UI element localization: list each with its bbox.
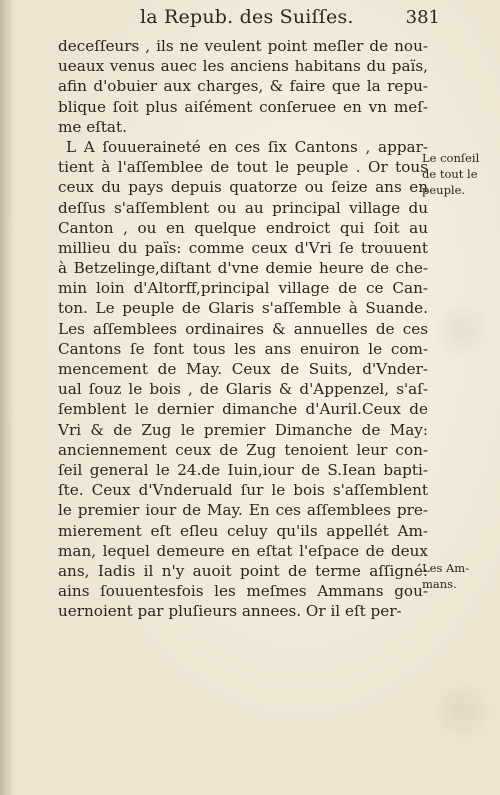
text-line: blique ſoit plus aiſément conſeruee en vn meſ- bbox=[58, 97, 428, 116]
margin-note-line: peuple. bbox=[422, 183, 466, 197]
text-line: anciennement ceux de Zug tenoient leur con- bbox=[58, 440, 428, 459]
text-line: ton. Le peuple de Glaris s'aſſemble à Suande. bbox=[58, 299, 428, 318]
text-line: ual ſouz le bois , de Glaris & d'Appenzel, s'aſ- bbox=[58, 380, 428, 399]
text-line: ceux du pays depuis quatorze ou ſeize ans en bbox=[58, 178, 428, 197]
text-line: Cantons ſe font tous les ans enuiron le com- bbox=[58, 339, 428, 358]
margin-note-line: de tout le bbox=[422, 167, 478, 181]
margin-note-line: Le conſeil bbox=[422, 151, 480, 165]
text-line: man, lequel demeure en eſtat l'eſpace de deux bbox=[58, 541, 428, 560]
text-line: ſte. Ceux d'Vnderuald ſur le bois s'aſſemblent bbox=[58, 481, 428, 500]
text-line: mierement eſt eſleu celuy qu'ils appellét Am- bbox=[58, 521, 428, 540]
text-line: tient à l'aſſemblee de tout le peuple . Or tous bbox=[58, 158, 428, 177]
text-line: deceſſeurs , ils ne veulent point meſler de nou- bbox=[58, 37, 428, 55]
text-line: ueaux venus auec les anciens habitans du païs, bbox=[58, 57, 428, 76]
margin-note-line: mans. bbox=[422, 577, 457, 591]
margin-note-line: Les Am- bbox=[422, 561, 470, 575]
text-line: uernoient par pluſieurs annees. Or il eſt per- bbox=[58, 602, 402, 621]
ink-bleed-through bbox=[432, 680, 492, 740]
text-line: ſeil general le 24.de Iuin,iour de S.Iean bapti- bbox=[58, 460, 428, 479]
gutter-shadow bbox=[0, 0, 14, 795]
running-title: la Repub. des Suiſſes. bbox=[140, 6, 354, 28]
text-line: deſſus s'aſſemblent ou au principal village du bbox=[58, 198, 428, 217]
text-line: L A ſouueraineté en ces ſix Cantons , appar- bbox=[66, 137, 428, 156]
body-text bbox=[58, 36, 428, 621]
page-header bbox=[140, 6, 440, 32]
text-line: mencement de May. Ceux de Suits, d'Vnder- bbox=[58, 360, 428, 378]
text-line: me eſtat. bbox=[58, 117, 127, 136]
text-line: le premier iour de May. En ces aſſemblees pre- bbox=[58, 501, 428, 520]
text-line: ſemblent le dernier dimanche d'Auril.Ceux de bbox=[58, 400, 428, 419]
text-line: Canton , ou en quelque endroict qui ſoit au bbox=[58, 218, 428, 237]
margin-note-conseil bbox=[422, 150, 498, 198]
text-line: Les aſſemblees ordinaires & annuelles de ces bbox=[58, 319, 428, 338]
text-line: afin d'obuier aux charges, & faire que la repu- bbox=[58, 77, 428, 96]
text-line: min loin d'Altorff,principal village de ce Can- bbox=[58, 279, 428, 298]
ink-bleed-through bbox=[432, 300, 492, 360]
text-line: ans, Iadis il n'y auoit point de terme aſſigné: bbox=[58, 561, 428, 580]
margin-note-ammans bbox=[422, 560, 498, 592]
page-number: 381 bbox=[405, 7, 440, 28]
text-line: millieu du païs: comme ceux d'Vri ſe trouuent bbox=[58, 238, 428, 257]
text-line: à Betzelinge,diſtant d'vne demie heure de che- bbox=[58, 259, 428, 278]
text-line: Vri & de Zug le premier Dimanche de May: bbox=[58, 420, 428, 439]
text-line: ains ſouuentesfois les meſmes Ammans gou- bbox=[58, 582, 428, 601]
